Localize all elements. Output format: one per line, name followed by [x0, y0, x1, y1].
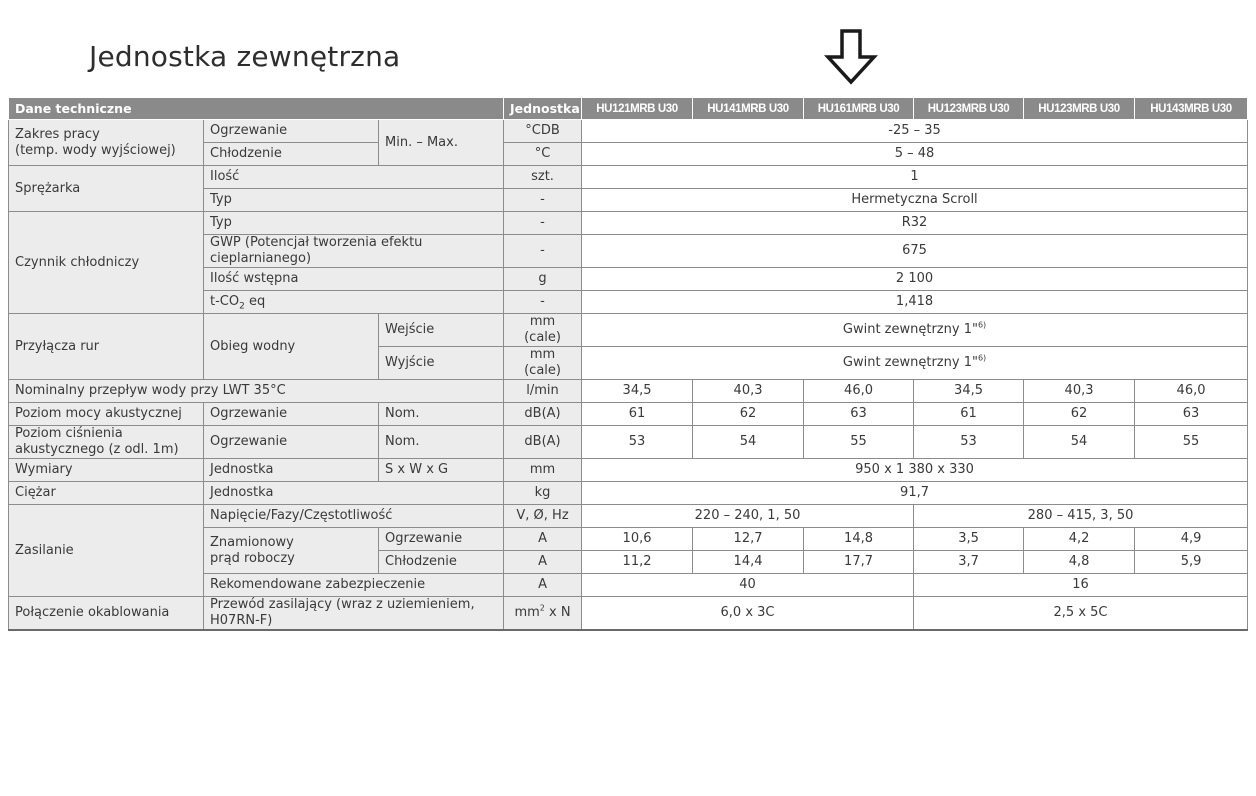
- row-category: [9, 426, 204, 459]
- table-row: [9, 212, 1248, 235]
- row-value: 10,6: [582, 528, 693, 551]
- row-value: 55: [804, 426, 914, 459]
- row-category: Wymiary: [9, 459, 204, 482]
- row-value: 5 – 48: [582, 143, 1248, 166]
- row-value: 54: [693, 426, 804, 459]
- table-row: [9, 482, 1248, 505]
- row-category: Połączenie okablowania: [9, 597, 204, 631]
- row-unit: [504, 597, 582, 631]
- row-unit: szt.: [504, 166, 582, 189]
- category-line: (temp. wody wyjściowej): [15, 142, 176, 158]
- table-row: [9, 505, 1248, 528]
- row-label: Jednostka: [204, 459, 379, 482]
- row-value: 950 x 1 380 x 330: [582, 459, 1248, 482]
- row-label: Rekomendowane zabezpieczenie: [204, 574, 504, 597]
- row-value: [582, 314, 1248, 347]
- row-unit: dB(A): [504, 403, 582, 426]
- row-qualifier: Wejście: [379, 314, 504, 347]
- category-line: akustycznego (z odl. 1m): [15, 442, 179, 457]
- table-header-row: [9, 98, 1248, 120]
- row-qualifier: Chłodzenie: [379, 551, 504, 574]
- label-text: eq: [244, 294, 266, 309]
- row-unit: mm: [504, 459, 582, 482]
- row-value: 14,8: [804, 528, 914, 551]
- model-header: HU121MRB U30: [582, 98, 693, 120]
- row-value: 3,5: [914, 528, 1024, 551]
- row-unit: V, Ø, Hz: [504, 505, 582, 528]
- row-value: 61: [914, 403, 1024, 426]
- table-row: [9, 597, 1248, 631]
- row-value: 62: [1024, 403, 1135, 426]
- row-value: Hermetyczna Scroll: [582, 189, 1248, 212]
- value-text: Gwint zewnętrzny 1": [842, 355, 978, 370]
- unit-text: x N: [544, 605, 571, 620]
- row-unit: mm (cale): [504, 347, 582, 380]
- row-label: Ogrzewanie: [204, 426, 379, 459]
- row-value: 4,2: [1024, 528, 1135, 551]
- row-value: 675: [582, 235, 1248, 268]
- row-unit: dB(A): [504, 426, 582, 459]
- row-value: 34,5: [582, 380, 693, 403]
- row-label: Ogrzewanie: [204, 403, 379, 426]
- row-category: Ciężar: [9, 482, 204, 505]
- model-header: HU161MRB U30: [804, 98, 914, 120]
- row-unit: g: [504, 268, 582, 291]
- spec-table: [8, 97, 1248, 631]
- row-qualifier: Wyjście: [379, 347, 504, 380]
- row-label: Ilość wstępna: [204, 268, 504, 291]
- category-line: Zakres pracy: [15, 126, 100, 142]
- label-line: H07RN-F): [210, 613, 273, 628]
- row-value: 280 – 415, 3, 50: [914, 505, 1248, 528]
- label-text: t-CO: [210, 294, 240, 309]
- row-value: 16: [914, 574, 1248, 597]
- table-row: [9, 403, 1248, 426]
- row-value: 53: [582, 426, 693, 459]
- row-category: Czynnik chłodniczy: [9, 212, 204, 314]
- label-line: Znamionowy: [210, 534, 294, 550]
- row-unit: °C: [504, 143, 582, 166]
- label-line: Przewód zasilający (wraz z uziemieniem,: [210, 597, 475, 612]
- row-unit: -: [504, 212, 582, 235]
- row-category: [9, 120, 204, 166]
- row-value: 34,5: [914, 380, 1024, 403]
- model-header: HU123MRB U30: [914, 98, 1024, 120]
- row-label: [204, 291, 504, 314]
- row-value: 46,0: [1135, 380, 1248, 403]
- row-value: 40,3: [1024, 380, 1135, 403]
- table-row: [9, 314, 1248, 347]
- unit-superscript: 2: [539, 603, 545, 613]
- row-qualifier: Min. – Max.: [379, 120, 504, 166]
- row-value: 63: [804, 403, 914, 426]
- row-value: 14,4: [693, 551, 804, 574]
- row-category: Sprężarka: [9, 166, 204, 212]
- table-row: [9, 380, 1248, 403]
- row-label: Obieg wodny: [204, 314, 379, 380]
- label-line: GWP (Potencjał tworzenia efektu: [210, 235, 423, 250]
- row-value: 17,7: [804, 551, 914, 574]
- value-text: Gwint zewnętrzny 1": [842, 322, 978, 337]
- row-unit: mm (cale): [504, 314, 582, 347]
- row-value: [582, 347, 1248, 380]
- row-value: -25 – 35: [582, 120, 1248, 143]
- row-value: 54: [1024, 426, 1135, 459]
- row-value: 2,5 x 5C: [914, 597, 1248, 631]
- row-label: Ogrzewanie: [204, 120, 379, 143]
- row-unit: A: [504, 551, 582, 574]
- row-value: 40,3: [693, 380, 804, 403]
- label-line: cieplarnianego): [210, 251, 312, 266]
- row-label: Typ: [204, 212, 504, 235]
- table-row: [9, 459, 1248, 482]
- footnote-mark: 6): [977, 320, 987, 330]
- row-unit: °CDB: [504, 120, 582, 143]
- row-value: 1,418: [582, 291, 1248, 314]
- row-value: 63: [1135, 403, 1248, 426]
- row-category: Przyłącza rur: [9, 314, 204, 380]
- down-arrow-icon: [820, 27, 882, 87]
- label-line: prąd roboczy: [210, 550, 295, 566]
- row-label: [204, 597, 504, 631]
- row-value: 3,7: [914, 551, 1024, 574]
- row-unit: -: [504, 189, 582, 212]
- row-label: Napięcie/Fazy/Częstotliwość: [204, 505, 504, 528]
- row-value: 62: [693, 403, 804, 426]
- row-value: 6,0 x 3C: [582, 597, 914, 631]
- row-category: Nominalny przepływ wody przy LWT 35°C: [9, 380, 504, 403]
- row-value: 2 100: [582, 268, 1248, 291]
- label-subscript: 2: [239, 301, 245, 312]
- page-title: Jednostka zewnętrzna: [89, 40, 401, 73]
- row-label: Typ: [204, 189, 504, 212]
- row-value: 1: [582, 166, 1248, 189]
- table-row: [9, 166, 1248, 189]
- row-category: Poziom mocy akustycznej: [9, 403, 204, 426]
- row-qualifier: Ogrzewanie: [379, 528, 504, 551]
- row-qualifier: S x W x G: [379, 459, 504, 482]
- row-label: [204, 528, 379, 574]
- row-unit: -: [504, 235, 582, 268]
- row-qualifier: Nom.: [379, 426, 504, 459]
- row-value: 5,9: [1135, 551, 1248, 574]
- footnote-mark: 6): [977, 353, 987, 363]
- row-label: [204, 235, 504, 268]
- row-value: 40: [582, 574, 914, 597]
- model-header: HU123MRB U30: [1024, 98, 1135, 120]
- row-category: Zasilanie: [9, 505, 204, 597]
- row-value: 91,7: [582, 482, 1248, 505]
- row-unit: kg: [504, 482, 582, 505]
- header-label: Dane techniczne: [9, 98, 504, 120]
- table-row: [9, 426, 1248, 459]
- row-unit: A: [504, 574, 582, 597]
- model-header: HU141MRB U30: [693, 98, 804, 120]
- row-value: 55: [1135, 426, 1248, 459]
- row-qualifier: Nom.: [379, 403, 504, 426]
- row-value: 11,2: [582, 551, 693, 574]
- row-value: 46,0: [804, 380, 914, 403]
- row-value: R32: [582, 212, 1248, 235]
- category-line: Poziom ciśnienia: [15, 426, 123, 441]
- row-label: Jednostka: [204, 482, 504, 505]
- row-value: 61: [582, 403, 693, 426]
- row-value: 53: [914, 426, 1024, 459]
- row-value: 12,7: [693, 528, 804, 551]
- table-row: [9, 120, 1248, 143]
- row-unit: l/min: [504, 380, 582, 403]
- model-header: HU143MRB U30: [1135, 98, 1248, 120]
- unit-text: mm: [514, 605, 540, 620]
- header-unit: Jednostka: [504, 98, 582, 120]
- row-value: 4,9: [1135, 528, 1248, 551]
- row-unit: -: [504, 291, 582, 314]
- row-label: Chłodzenie: [204, 143, 379, 166]
- row-unit: A: [504, 528, 582, 551]
- row-value: 220 – 240, 1, 50: [582, 505, 914, 528]
- row-label: Ilość: [204, 166, 504, 189]
- row-value: 4,8: [1024, 551, 1135, 574]
